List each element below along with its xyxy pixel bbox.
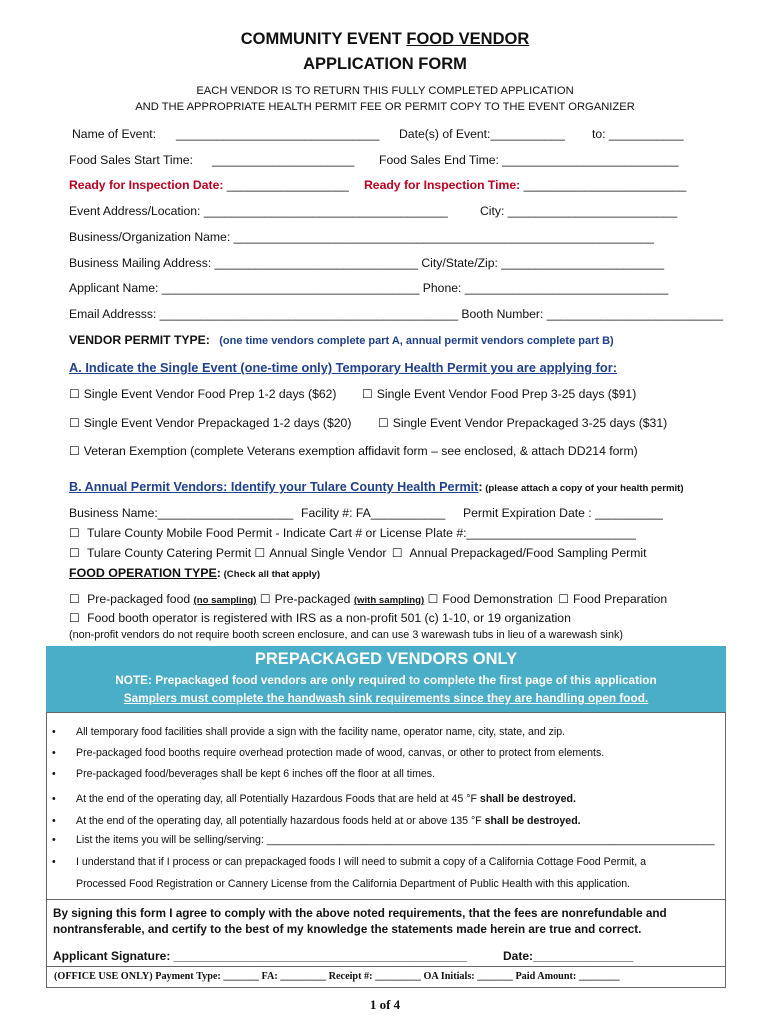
title-prefix: COMMUNITY EVENT (240, 30, 407, 48)
food-sales-end-field[interactable]: Food Sales End Time: __________________________ (379, 153, 679, 167)
ready-inspection-date-blank[interactable]: __________________ (223, 178, 349, 192)
prepackaged-vendors-banner (46, 646, 726, 712)
food-operation-note: (Check all that apply) (220, 569, 321, 580)
part-a-option-2[interactable] (362, 387, 636, 401)
nonprofit-note: (non-profit vendors do not require booth screen enclosure, and can use 3 warewash tubs in lieu of a warewash sink) (69, 629, 623, 641)
annual-single-vendor-label: Annual Single Vendor (269, 546, 387, 560)
food-operation-heading (69, 566, 320, 580)
divider (46, 899, 726, 900)
part-a-option-4-label: Single Event Vendor Prepackaged 3-25 days ($31) (392, 416, 668, 430)
part-a-option-3[interactable] (69, 416, 351, 430)
bullet-icon: • (52, 834, 56, 846)
checkbox-icon[interactable]: ☐ (427, 592, 439, 606)
mobile-permit-option[interactable] (69, 526, 636, 540)
applicant-name-field[interactable]: Applicant Name: ______________________________________ Phone: ______________________________ (69, 281, 669, 295)
food-operation-label: FOOD OPERATION TYPE (69, 566, 217, 580)
prepackaged-food-label: Pre-packaged food (87, 592, 194, 606)
bullet-text-bold: shall be destroyed. (479, 793, 576, 805)
part-a-heading: A. Indicate the Single Event (one-time only) Temporary Health Permit you are applying for: (69, 360, 617, 375)
food-demonstration-label: Food Demonstration (442, 592, 553, 606)
bullet-text-part: At the end of the operating day, all potentially hazardous foods held at or above 135 °F (76, 815, 485, 827)
bullet-text: Pre-packaged food/beverages shall be kept 6 inches off the floor at all times. (76, 768, 436, 780)
vendor-permit-type (69, 333, 614, 347)
email-booth-field[interactable]: Email Addresss: ____________________________________________ Booth Number: __________________________ (69, 307, 723, 321)
checkbox-icon[interactable]: ☐ (391, 546, 403, 560)
bullet-text-bold: shall be destroyed. (484, 815, 581, 827)
part-a-option-1[interactable] (69, 387, 336, 401)
part-a-option-5[interactable] (69, 444, 638, 458)
instruction-line2: AND THE APPROPRIATE HEALTH PERMIT FEE OR PERMIT COPY TO THE EVENT ORGANIZER (135, 101, 635, 113)
bullet-icon: • (52, 747, 56, 759)
part-b-heading-text: B. Annual Permit Vendors: Identify your Tulare County Health Permit (69, 480, 479, 494)
bullet-icon: • (52, 815, 56, 827)
checkbox-icon[interactable]: ☐ (69, 546, 80, 560)
form-title-line2: APPLICATION FORM (303, 55, 467, 73)
name-of-event-label: Name of Event: (72, 127, 156, 141)
mobile-permit-label: Tulare County Mobile Food Permit - Indicate Cart # or License Plate #:_________________________ (86, 526, 636, 540)
food-operation-options (69, 592, 667, 606)
checkbox-icon[interactable]: ☐ (69, 387, 80, 401)
dates-of-event-field[interactable]: Date(s) of Event:___________ (399, 127, 566, 141)
business-mailing-address-field[interactable]: Business Mailing Address: ______________________________ City/State/Zip: ________________________ (69, 256, 664, 270)
checkbox-icon[interactable]: ☐ (254, 546, 266, 560)
page-number: 1 of 4 (369, 997, 401, 1012)
checkbox-icon[interactable]: ☐ (362, 387, 373, 401)
ready-inspection-time-field[interactable] (364, 178, 686, 192)
prepackaged-vendors-title: PREPACKAGED VENDORS ONLY (254, 650, 518, 668)
business-org-name-field[interactable]: Business/Organization Name: ______________________________________________________________ (69, 230, 654, 244)
checkbox-icon[interactable]: ☐ (378, 416, 389, 430)
bullet-text (76, 815, 581, 827)
food-sales-start-field[interactable]: _____________________ (212, 153, 355, 167)
facility-number-field[interactable]: Facility #: FA___________ (301, 506, 446, 520)
bullet-icon: • (52, 726, 56, 738)
part-a-option-3-label: Single Event Vendor Prepackaged 1-2 days ($20) (83, 416, 352, 430)
checkbox-icon[interactable]: ☐ (69, 444, 80, 458)
food-sales-start-label: Food Sales Start Time: (69, 153, 193, 167)
catering-permit-label: Tulare County Catering Permit (86, 546, 252, 560)
food-operation-colon: : (216, 566, 221, 580)
nonprofit-label: Food booth operator is registered with IRS as a non-profit 501 (c) 1-10, or 19 organization (87, 611, 571, 625)
bullet-text: I understand that if I process or can prepackaged foods I will need to submit a copy of a California Cottage Food Permit, a (76, 856, 647, 868)
agreement-line1: By signing this form I agree to comply with the above noted requirements, that the fees are nonrefundable and (53, 907, 667, 920)
checkbox-icon[interactable]: ☐ (69, 416, 80, 430)
part-b-colon: : (478, 480, 483, 494)
ready-inspection-time-label: Ready for Inspection Time: (364, 178, 521, 192)
samplers-note: Samplers must complete the handwash sink requirements since they are handling open food. (123, 691, 649, 705)
ready-inspection-time-blank[interactable]: ________________________ (520, 178, 687, 192)
no-sampling-note: (no sampling) (193, 595, 257, 606)
checkbox-icon[interactable]: ☐ (259, 592, 271, 606)
date-to-field[interactable]: to: ___________ (592, 127, 684, 141)
nonprofit-option[interactable] (69, 611, 571, 625)
permit-expiration-field[interactable]: Permit Expiration Date : __________ (463, 506, 663, 520)
bullet-text-part: At the end of the operating day, all Potentially Hazardous Foods that are held at 45 °F (76, 793, 480, 805)
food-preparation-label: Food Preparation (572, 592, 668, 606)
bullet-icon: • (52, 793, 56, 805)
items-selling-field[interactable]: List the items you will be selling/serving: ____________________________________________________________________________ (76, 834, 715, 846)
bullet-text: Processed Food Registration or Cannery License from the California Department of Public Health with this application. (76, 878, 631, 890)
ready-inspection-date-field[interactable] (69, 178, 349, 192)
bullet-text: Pre-packaged food booths require overhead protection made of wood, canvas, or other to protect from elements. (76, 747, 605, 759)
catering-permit-row (69, 546, 646, 560)
part-a-option-1-label: Single Event Vendor Food Prep 1-2 days ($62) (83, 387, 337, 401)
business-name-field[interactable]: Business Name:____________________ (69, 506, 294, 520)
agreement-line2: nontransferable, and certify to the best of my knowledge the statements made herein are true and correct. (53, 923, 642, 936)
part-a-option-4[interactable] (378, 416, 667, 430)
prepackaged-note: NOTE: Prepackaged food vendors are only required to complete the first page of this application (115, 673, 657, 687)
bullet-text (76, 793, 576, 805)
instruction-line1: EACH VENDOR IS TO RETURN THIS FULLY COMPLETED APPLICATION (196, 85, 574, 97)
checkbox-icon[interactable]: ☐ (558, 592, 569, 606)
part-a-option-5-label: Veteran Exemption (complete Veterans exemption affidavit form – see enclosed, & attach DD214 form) (83, 444, 638, 458)
checkbox-icon[interactable]: ☐ (69, 526, 80, 540)
bullet-icon: • (52, 768, 56, 780)
part-b-note: (please attach a copy of your health permit) (482, 483, 684, 494)
name-of-event-field[interactable]: ______________________________ (176, 127, 380, 141)
office-use-row: (OFFICE USE ONLY) Payment Type: _______ FA: _________ Receipt #: _________ OA Initials: _______ Paid Amount: ________ (54, 971, 620, 982)
form-title-line1 (0, 30, 770, 49)
prepackaged-sampling-label: Pre-packaged (274, 592, 354, 606)
signature-date-field[interactable]: Date:_______________ (503, 949, 634, 963)
event-address-field[interactable]: Event Address/Location: ____________________________________ (69, 204, 448, 218)
annual-prepackaged-label: Annual Prepackaged/Food Sampling Permit (409, 546, 647, 560)
part-a-option-2-label: Single Event Vendor Food Prep 3-25 days ($91) (376, 387, 637, 401)
divider (46, 966, 726, 967)
applicant-signature-field[interactable]: Applicant Signature: ____________________________________________ (53, 949, 468, 963)
vendor-permit-label: VENDOR PERMIT TYPE: (69, 333, 210, 347)
vendor-permit-note: (one time vendors complete part A, annual permit vendors complete part B) (219, 335, 614, 347)
ready-inspection-date-label: Ready for Inspection Date: (69, 178, 224, 192)
bullet-text: All temporary food facilities shall provide a sign with the facility name, operator name, city, state, and zip. (76, 726, 566, 738)
part-b-heading (69, 480, 684, 494)
with-sampling-note: (with sampling) (353, 595, 425, 606)
city-field[interactable]: City: _________________________ (480, 204, 678, 218)
checkbox-icon[interactable]: ☐ (69, 611, 80, 625)
title-underlined: FOOD VENDOR (406, 30, 530, 48)
bullet-icon: • (52, 856, 56, 868)
checkbox-icon[interactable]: ☐ (69, 592, 80, 606)
